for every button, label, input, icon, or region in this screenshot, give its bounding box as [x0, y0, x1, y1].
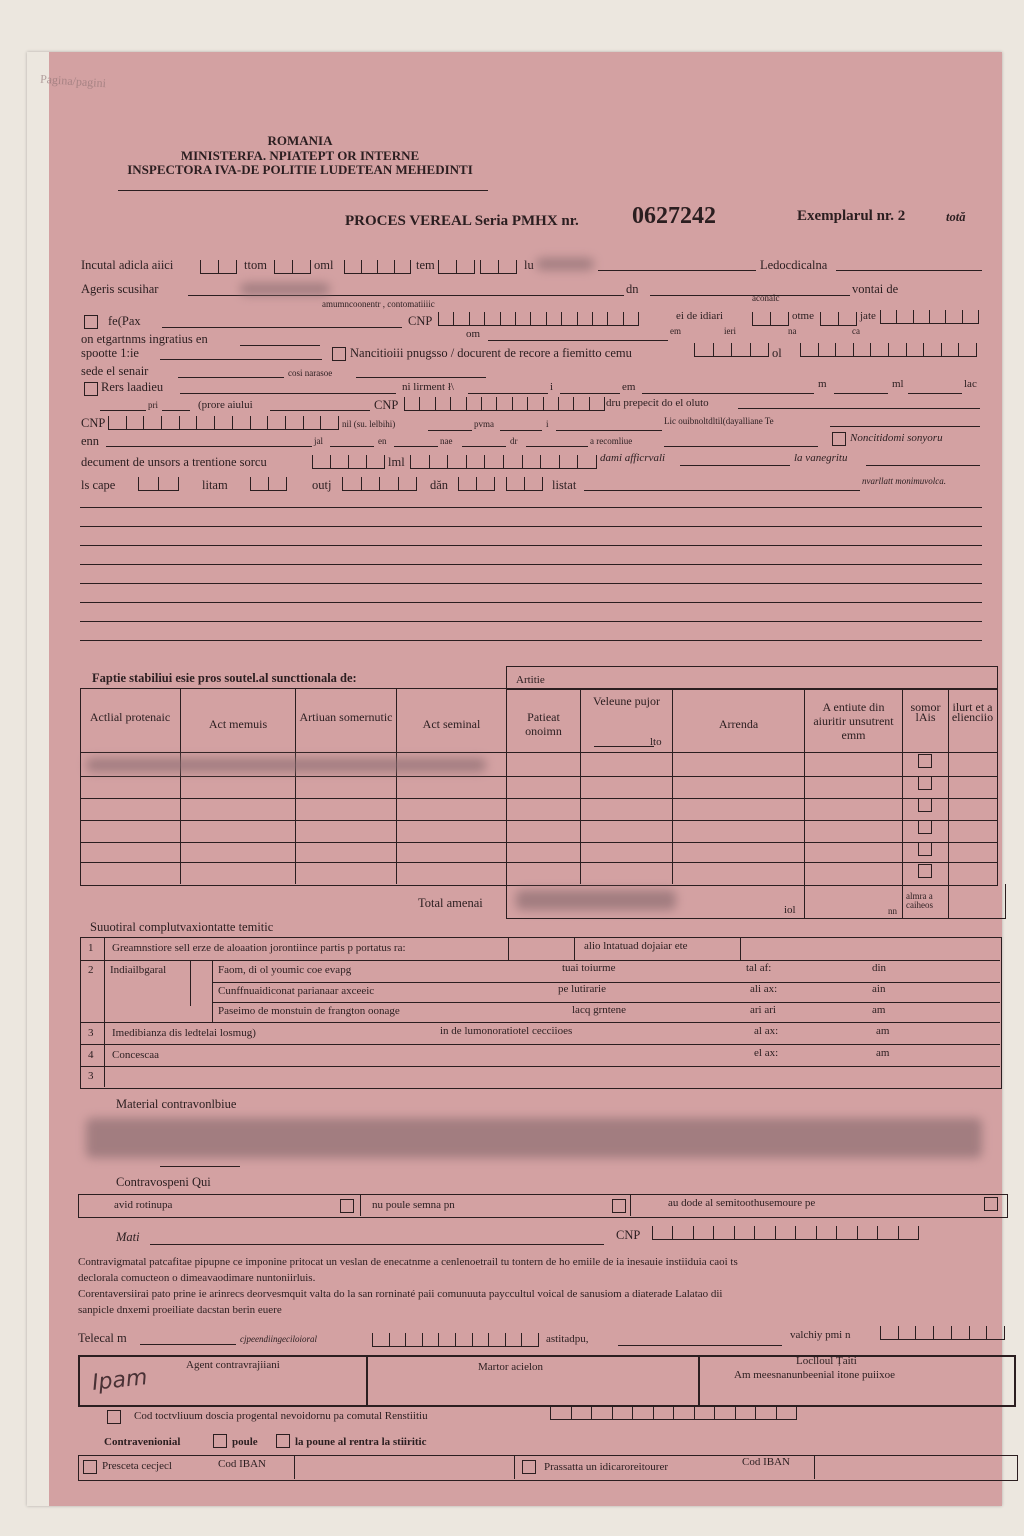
line[interactable]: [394, 446, 438, 447]
col-line: [514, 1455, 515, 1479]
line[interactable]: [836, 270, 982, 271]
field-r11b: lml: [388, 455, 405, 469]
desc-line[interactable]: [80, 564, 982, 565]
field-r8b: (prore aiului: [198, 399, 253, 411]
col-header-5: Patieat onoimn: [525, 710, 562, 738]
desc-line[interactable]: [80, 583, 982, 584]
cod-boxes[interactable]: [550, 1406, 797, 1420]
line[interactable]: [162, 410, 190, 411]
field-r4f: ca: [852, 326, 860, 336]
line[interactable]: [830, 426, 980, 427]
footer-pres-2: Prassatta un idicaroreitourer: [544, 1461, 669, 1473]
col-line: [396, 688, 397, 884]
row-checkbox[interactable]: [918, 798, 932, 812]
teleacal-boxes[interactable]: [372, 1333, 539, 1347]
sig-witness: Martor acielon: [478, 1361, 544, 1373]
field-r2sa: amumncoonentr , contomatiiiic: [322, 299, 435, 309]
paragraph-2b: sanpicle dnxemi proeiliate dacstan berin euere: [78, 1304, 282, 1316]
copy-note: totă: [946, 210, 966, 224]
checkbox-opt-1[interactable]: [340, 1199, 354, 1213]
material-label: Material contravonlbiue: [116, 1097, 237, 1111]
col-header-10: ilurt et a elienciio: [951, 700, 994, 724]
field-r8d: dru prepecit do el oluto: [606, 397, 709, 409]
sanction-2b: Cunffnuaidiconat parianaar axceeic: [218, 985, 375, 997]
line[interactable]: [680, 465, 790, 466]
col-line: [180, 688, 181, 884]
footer-iban-2: Cod IBAN: [742, 1456, 790, 1468]
row-line: [80, 862, 997, 863]
contra-opt-2: nu poule semna pn: [372, 1199, 455, 1211]
checkbox-pres-2[interactable]: [522, 1460, 536, 1474]
total-unit-2: nn: [888, 906, 897, 916]
row-checkbox[interactable]: [918, 776, 932, 790]
line[interactable]: [834, 393, 888, 394]
sanction-2a-w: din: [872, 962, 887, 974]
row-line: [80, 776, 997, 777]
field-r12f: nvarllatt monimuvolca.: [862, 476, 946, 486]
line[interactable]: [866, 465, 980, 466]
line[interactable]: [642, 393, 814, 394]
facts-title: Faptie stabiliui esie pros soutel.al suncttionala de:: [92, 671, 357, 685]
row-line: [80, 960, 1000, 961]
col-header-7: Arrenda: [718, 717, 759, 731]
sanction-2a-v: tal af:: [746, 962, 772, 974]
row-num: 2: [88, 964, 94, 976]
field-r12d: dăn: [430, 478, 449, 492]
field-r4c: em: [670, 326, 681, 336]
line[interactable]: [178, 377, 284, 378]
teleacal-mid: cjpeendiingeciloioral: [240, 1334, 317, 1344]
line[interactable]: [664, 446, 818, 447]
redacted-total: [516, 890, 676, 910]
field-r10f: a recomliue: [590, 436, 633, 446]
contravention-label: Contravospeni Qui: [116, 1175, 211, 1189]
tiny-label: almra a caiheos: [906, 891, 933, 910]
col-line: [295, 688, 296, 884]
sig-agent: Agent contravrajiiani: [186, 1359, 280, 1371]
field-r3d: otme: [792, 310, 814, 322]
footer-iban-1: Cod IBAN: [218, 1458, 266, 1470]
row-num: 4: [88, 1049, 94, 1061]
field-r4b: om: [466, 328, 481, 340]
col-header-8: A entiute din aiuritir unsutrent emm: [813, 700, 894, 742]
field-r6b: cosi narasoe: [288, 368, 333, 378]
desc-line[interactable]: [80, 507, 982, 508]
line[interactable]: [160, 1166, 240, 1167]
doc-boxes[interactable]: [694, 343, 769, 357]
teleacal-after: astitadpu,: [546, 1333, 589, 1345]
field-r7c: i: [550, 381, 554, 393]
field-r7b: ni lirment ł\: [402, 381, 454, 393]
field-r8a: pri: [148, 400, 158, 410]
field-r1e: lu: [524, 258, 534, 272]
field-r3c: ei de idiari: [676, 310, 724, 322]
contra-opt-1: avid rotinupa: [114, 1199, 173, 1211]
field-r7e: m: [818, 378, 827, 390]
desc-line[interactable]: [80, 602, 982, 603]
doc-number-boxes-2[interactable]: [410, 455, 597, 469]
sub-label: lto: [650, 736, 662, 748]
field-r2b: dn: [626, 282, 639, 296]
col-line: [360, 1194, 361, 1216]
line[interactable]: [488, 340, 668, 341]
field-r2c: vontai de: [852, 282, 899, 296]
sanction-2c-v: ari ari: [750, 1004, 776, 1016]
col-header-4: Act seminal: [422, 717, 481, 731]
header-rule: [118, 190, 488, 191]
field-r12c: outj: [312, 478, 332, 492]
sig-place: Loclloul Ṭaiti: [796, 1355, 857, 1367]
col-line: [212, 960, 213, 1022]
col-line: [190, 960, 191, 1006]
field-r1b: ttom: [244, 258, 267, 272]
line[interactable]: [738, 408, 980, 409]
row-checkbox[interactable]: [918, 864, 932, 878]
field-r3b: CNP: [408, 314, 433, 328]
month-boxes[interactable]: [274, 260, 311, 274]
checkbox-opt-3[interactable]: [984, 1197, 998, 1211]
day-boxes[interactable]: [200, 260, 237, 274]
line[interactable]: [598, 270, 756, 271]
field-r7f: ml: [892, 378, 904, 390]
doc-number-boxes[interactable]: [800, 343, 977, 357]
footer-opt-b: la poune al rentra la stiiritic: [295, 1436, 427, 1448]
cnp-boxes-2[interactable]: [404, 397, 605, 411]
agent-line[interactable]: [188, 295, 624, 296]
line[interactable]: [908, 393, 962, 394]
field-r2a: Ageris scusihar: [81, 282, 159, 296]
field-r9d: i: [546, 419, 549, 429]
sanction-1: Greamnstiore sell erze de aloaation jorontiince partis p portatus ra:: [112, 942, 406, 954]
doc-number: 0627242: [632, 203, 716, 229]
row-line: [212, 1002, 1000, 1003]
sanction-3: Imedibianza dis ledtelai losmug): [112, 1027, 256, 1039]
cnp-boxes[interactable]: [438, 312, 639, 326]
field-r4e: na: [788, 326, 797, 336]
paragraph-1b: declorala comucteon o dimeavaodimare nuntoniirluis.: [78, 1272, 316, 1284]
line[interactable]: [462, 446, 506, 447]
sanction-4: Concescaa: [112, 1049, 160, 1061]
faint-mark: Pagina/pagini: [39, 71, 107, 91]
sanction-1-extra: alio lntatuad dojaiar ete: [584, 940, 688, 952]
field-r9c: pvma: [474, 419, 494, 429]
sanction-3-v: al ax:: [754, 1025, 779, 1037]
paper-edge: [27, 52, 49, 1506]
col-line: [698, 1355, 700, 1405]
checkbox-opt-2[interactable]: [612, 1199, 626, 1213]
col-line: [574, 937, 575, 960]
desc-line[interactable]: [80, 621, 982, 622]
field-r9a: CNP: [81, 416, 106, 430]
contravention-box: [78, 1194, 1008, 1218]
sanction-2b-u: pe lutirarie: [558, 983, 606, 995]
line[interactable]: [356, 377, 486, 378]
total-unit: iol: [784, 904, 796, 916]
field-r3a: fe(Pax: [108, 314, 141, 328]
field-r9b: nil (su. lelbihi): [342, 419, 396, 429]
total-label: Total amenai: [418, 896, 483, 910]
footer-contra: Contravenionial: [104, 1436, 181, 1448]
line[interactable]: [500, 430, 542, 431]
copy-label: Exemplarul nr. 2: [797, 208, 906, 224]
sanctions-title: Suuotiral complutvaxiontatte temitic: [90, 920, 274, 934]
header-ministry: MINISTERFA. NPIATEPT OR INTERNE: [180, 148, 420, 163]
redacted: [240, 283, 330, 295]
field-r3e: jate: [860, 310, 876, 322]
field-r6a: sede el senair: [81, 364, 149, 378]
footer-pres-1: Presceta cecjecl: [102, 1460, 172, 1472]
paragraph-1: Contravigmatal patcafitae pipupne ce imponine pritocat un veslan de enecatnme a cenlenoetrail tu tontern de ho emiile de ia inesauie instiiduia caoi ts: [78, 1256, 738, 1268]
sanction-2b-w: ain: [872, 983, 886, 995]
mati-cnp: CNP: [616, 1228, 641, 1242]
line[interactable]: [160, 359, 322, 360]
field-r10e: dr: [510, 436, 518, 446]
field-r8c: CNP: [374, 398, 399, 412]
redacted-row: [86, 758, 486, 772]
field-r1c: oml: [314, 258, 334, 272]
field-r2sb: aconalc: [752, 293, 780, 303]
teleacal-label: Telecal m: [78, 1331, 127, 1345]
col-line: [508, 937, 509, 960]
col-header-6: Veleune pujor: [593, 694, 660, 708]
field-r10d: nae: [440, 436, 453, 446]
header-inspectorate: INSPECTORA IVA-DE POLITIE LUDETEAN MEHEDINTI: [127, 162, 473, 177]
sanction-2c-u: lacq grntene: [572, 1004, 627, 1016]
line[interactable]: [618, 1345, 782, 1346]
col-header-2: Act memuis: [208, 717, 268, 731]
paragraph-2: Corentaversiirai pato prine ie arinrecs deorvesmquit valta do la san rorninaté paii comunuuta payccultul voical de sanusiom a diaterade Lalatao dii: [78, 1288, 723, 1300]
field-r11c: dami afficrvali: [600, 452, 666, 464]
line[interactable]: [180, 393, 396, 394]
line[interactable]: [106, 446, 312, 447]
field-r10c: en: [378, 436, 387, 446]
col-line: [740, 937, 741, 960]
boxes[interactable]: [250, 477, 287, 491]
sanction-2b-v: ali ax:: [750, 983, 778, 995]
cnp-boxes-3[interactable]: [108, 416, 339, 430]
row-line: [80, 752, 997, 753]
field-r4a: on etgartnms ingratius en: [81, 332, 208, 346]
field-r10b: jal: [314, 436, 323, 446]
boxes[interactable]: [820, 312, 857, 326]
desc-line[interactable]: [80, 526, 982, 527]
teleacal-right-boxes[interactable]: [880, 1326, 1005, 1340]
col-line: [366, 1355, 368, 1405]
boxes[interactable]: [458, 477, 495, 491]
line[interactable]: [162, 327, 402, 328]
redacted: [536, 258, 594, 270]
row-num: 3: [88, 1070, 94, 1082]
row-line: [80, 1022, 1000, 1023]
checkbox-legal[interactable]: [84, 382, 98, 396]
boxes[interactable]: [342, 477, 417, 491]
sub-line: [594, 746, 654, 747]
field-r9e: Lic ouibnoltdltil(dayalliane Te: [664, 416, 774, 426]
boxes[interactable]: [138, 477, 179, 491]
field-r10g: Noncitidomi sonyoru: [850, 432, 943, 444]
row-checkbox[interactable]: [918, 820, 932, 834]
line[interactable]: [270, 410, 370, 411]
line[interactable]: [150, 1244, 604, 1245]
row-line: [80, 798, 997, 799]
sanction-2a: Faom, di ol youmic coe evapg: [218, 964, 352, 976]
checkbox-cod[interactable]: [107, 1410, 121, 1424]
hour-boxes[interactable]: [438, 260, 475, 274]
line[interactable]: [650, 295, 850, 296]
line[interactable]: [140, 1344, 236, 1345]
teleacal-right: valchiy pmi n: [790, 1329, 851, 1341]
sanction-3-w: am: [876, 1025, 890, 1037]
col-line: [294, 1455, 295, 1479]
contra-opt-3: au dode al semitoothusemoure pe: [668, 1197, 816, 1209]
row-line: [80, 820, 997, 821]
line[interactable]: [468, 393, 548, 394]
row-num: 3: [88, 1027, 94, 1039]
field-r1d: tem: [416, 258, 435, 272]
sanction-2: Indiailbgaral: [110, 964, 167, 976]
row-line: [80, 1066, 1000, 1067]
col-header-1: Actlial protenaic: [89, 710, 171, 724]
col-line: [580, 688, 581, 884]
sanction-2c-w: am: [872, 1004, 886, 1016]
row-checkbox[interactable]: [918, 754, 932, 768]
year-boxes[interactable]: [344, 260, 411, 274]
line[interactable]: [526, 446, 588, 447]
sanction-4-w: am: [876, 1047, 890, 1059]
field-r7g: lac: [964, 378, 977, 390]
line[interactable]: [240, 345, 320, 346]
line[interactable]: [428, 430, 472, 431]
checkbox-nationality-2[interactable]: [832, 432, 846, 446]
field-r12b: litam: [202, 478, 228, 492]
col-line: [672, 688, 673, 884]
row-line: [80, 1044, 1000, 1045]
field-r10a: enn: [81, 434, 100, 448]
field-r11a: decument de unsors a trentione sorcu: [81, 455, 267, 469]
article-header-box: [506, 666, 998, 690]
article-label: Artitie: [516, 674, 545, 686]
agent-signature: Ipam: [90, 1365, 149, 1396]
doc-title: PROCES VEREAL Seria PMHX nr.: [345, 213, 579, 229]
row-num: 1: [88, 942, 94, 954]
footer-opt-a: poule: [232, 1436, 258, 1448]
sanction-2c: Paseimo de monstuin de frangton oonage: [218, 1005, 400, 1017]
line[interactable]: [556, 430, 662, 431]
field-r12a: ls cape: [81, 478, 116, 492]
checkbox-person[interactable]: [84, 315, 98, 329]
desc-line[interactable]: [80, 545, 982, 546]
field-r5a: spootte 1:ie: [81, 346, 139, 360]
field-r7a: Rers laadieu: [101, 380, 164, 394]
checkbox-poune[interactable]: [276, 1434, 290, 1448]
mati-label: Mati: [116, 1230, 140, 1244]
line[interactable]: [560, 393, 620, 394]
field-r4d: ieri: [724, 326, 736, 336]
row-checkbox[interactable]: [918, 842, 932, 856]
footer-cod: Cod toctvliuum doscia progental nevoidornu pa comutal Renstiitiu: [134, 1410, 428, 1422]
header-country: ROMANIA: [267, 133, 333, 148]
mati-cnp-boxes[interactable]: [652, 1226, 919, 1240]
checkbox-poule[interactable]: [213, 1434, 227, 1448]
col-header-3: Artiuan somernutic: [299, 710, 393, 724]
desc-line[interactable]: [80, 640, 982, 641]
boxes[interactable]: [752, 312, 789, 326]
checkbox-nationality[interactable]: [332, 347, 346, 361]
redacted-material: [86, 1118, 982, 1158]
line[interactable]: [330, 446, 374, 447]
min-boxes[interactable]: [480, 260, 517, 274]
row-line: [80, 842, 997, 843]
line[interactable]: [584, 490, 860, 491]
col-line: [630, 1194, 631, 1216]
field-r7d: em: [622, 381, 636, 393]
field-r5c: ol: [772, 346, 782, 360]
field-r11d: la vanegritu: [794, 452, 848, 464]
field-r1f: Ledocdicalna: [760, 258, 828, 272]
boxes[interactable]: [880, 310, 979, 324]
boxes[interactable]: [506, 477, 543, 491]
col-header-9: somor lAis: [910, 700, 941, 724]
doc-boxes-2[interactable]: [312, 455, 385, 469]
sanction-4-v: el ax:: [754, 1047, 779, 1059]
sanction-2a-u: tuai toiurme: [562, 962, 616, 974]
field-r1a: Incutal adicla aiici: [81, 258, 174, 272]
sanction-3-u: in de lumonoratiotel cecciioes: [440, 1025, 573, 1037]
checkbox-pres-1[interactable]: [83, 1460, 97, 1474]
field-r12e: listat: [552, 478, 577, 492]
sig-place-sub: Am meesnanunbeenial itone puiixoe: [734, 1369, 895, 1381]
field-r5b: Nancitioiii pnugsso / docurent de recore a fiemitto cemu: [350, 346, 632, 360]
col-line: [814, 1455, 815, 1479]
line[interactable]: [100, 410, 146, 411]
